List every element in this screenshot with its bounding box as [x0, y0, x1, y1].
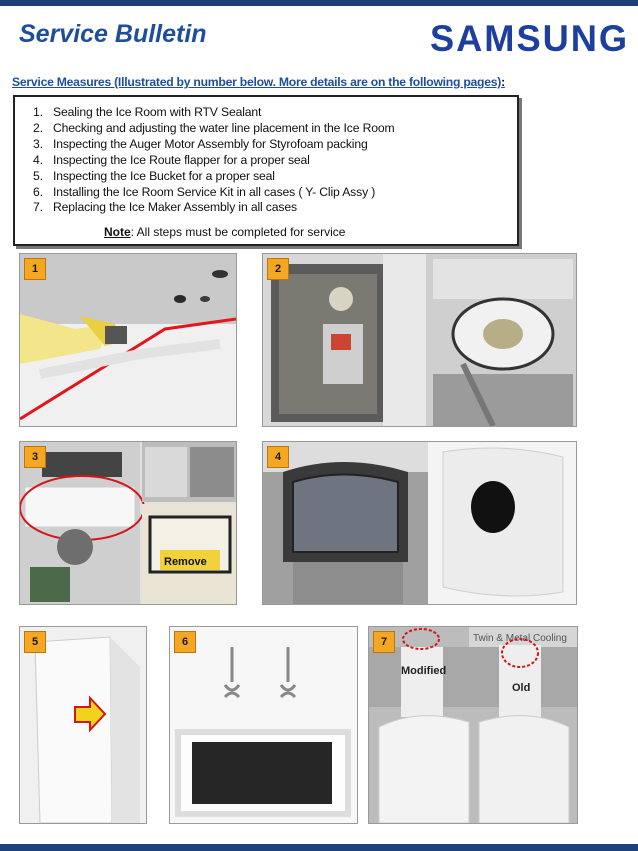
- list-item: [33, 185, 394, 201]
- step-badge: 2: [267, 258, 289, 280]
- service-measures-heading-text: Service Measures (Illustrated by number below. More details are on the following pages): [12, 75, 502, 89]
- list-item-text: Replacing the Ice Maker Assembly in all cases: [53, 200, 297, 215]
- photo-panel-6: [169, 626, 358, 824]
- step-badge: 6: [174, 631, 196, 653]
- remove-label: Remove: [164, 556, 207, 568]
- step-badge: 4: [267, 446, 289, 468]
- list-item-text: Installing the Ice Room Service Kit in all cases ( Y- Clip Assy ): [53, 184, 376, 199]
- measures-list: [33, 105, 394, 216]
- photo-panel-1: [19, 253, 237, 427]
- water-line-photo: [263, 254, 576, 426]
- bottom-border-bar: [0, 844, 638, 851]
- list-item-number: 2.: [33, 120, 43, 135]
- photo-panel-7: [368, 626, 578, 824]
- banner-text: Twin & Metal Cooling: [473, 633, 567, 644]
- samsung-logo: SAMSUNG: [430, 18, 630, 59]
- list-item-number: 6.: [33, 184, 43, 199]
- ice-maker-assembly-photo: [369, 627, 577, 823]
- service-note: [104, 225, 345, 239]
- photo-panel-4: [262, 441, 577, 605]
- list-item: [33, 153, 394, 169]
- list-item: [33, 169, 394, 185]
- step-badge: 7: [373, 631, 395, 653]
- top-border-bar: [0, 0, 638, 6]
- service-kit-photo: [170, 627, 357, 823]
- ice-route-flapper-photo: [263, 442, 576, 604]
- modified-label: Modified: [401, 665, 447, 677]
- list-item-text: Inspecting the Ice Route flapper for a proper seal: [53, 152, 310, 167]
- list-item-number: 7.: [33, 200, 43, 215]
- photo-panel-3: [19, 441, 237, 605]
- note-label: Note: [104, 225, 131, 239]
- photo-panel-2: [262, 253, 577, 427]
- auger-motor-photo: [20, 442, 236, 604]
- list-item-number: 3.: [33, 136, 43, 151]
- ice-room-sealing-photo: [20, 254, 236, 426]
- list-item-number: 4.: [33, 152, 43, 167]
- list-item-number: 1.: [33, 105, 43, 119]
- service-measures-heading: [12, 75, 505, 89]
- heading-colon: :: [501, 75, 505, 89]
- note-text: : All steps must be completed for service: [130, 225, 346, 239]
- list-item: [33, 105, 394, 121]
- list-item-text: Inspecting the Auger Motor Assembly for Styrofoam packing: [53, 136, 368, 151]
- measures-box: [13, 95, 519, 246]
- step-badge: 3: [24, 446, 46, 468]
- list-item-text: Inspecting the Ice Bucket for a proper seal: [53, 168, 275, 183]
- step-badge: 5: [24, 631, 46, 653]
- list-item-text: Checking and adjusting the water line placement in the Ice Room: [53, 120, 395, 135]
- list-item-number: 5.: [33, 168, 43, 183]
- list-item: [33, 121, 394, 137]
- ice-bucket-photo: [20, 627, 146, 823]
- old-label: Old: [512, 682, 531, 694]
- list-item: [33, 137, 394, 153]
- photo-panel-5: [19, 626, 147, 824]
- step-badge: 1: [24, 258, 46, 280]
- page-title: Service Bulletin: [19, 20, 207, 48]
- list-item-text: Sealing the Ice Room with RTV Sealant: [53, 105, 262, 119]
- list-item: [33, 200, 394, 216]
